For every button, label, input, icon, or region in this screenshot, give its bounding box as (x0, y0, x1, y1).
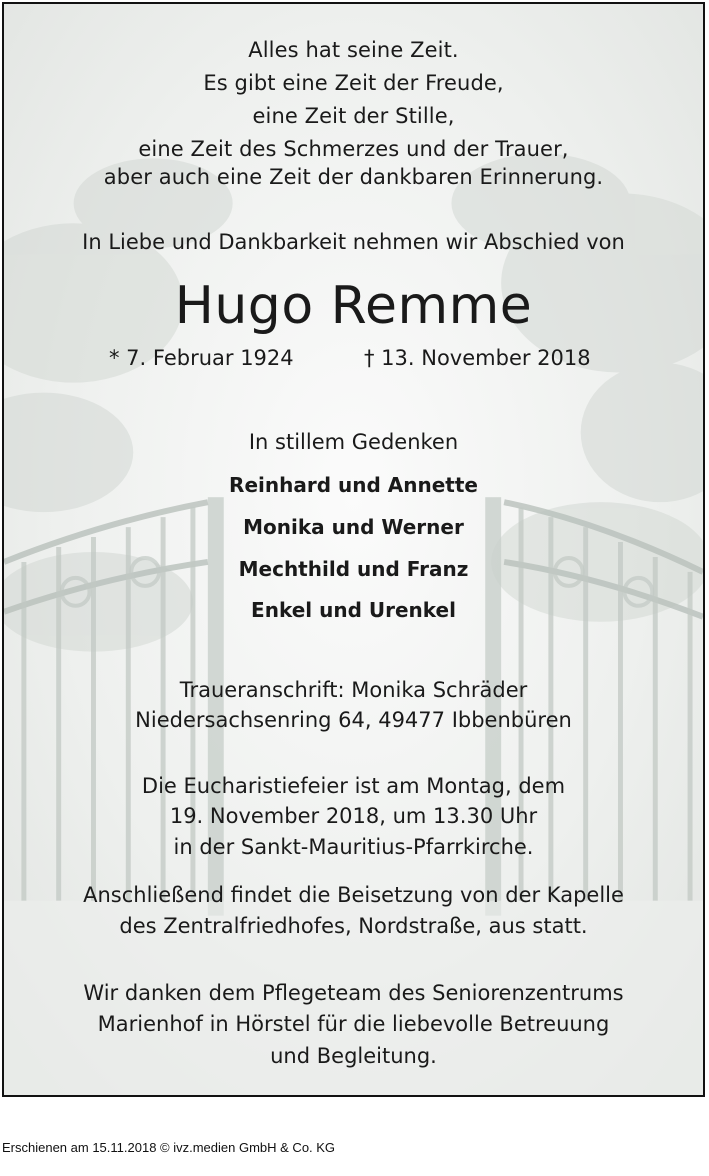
deceased-name: Hugo Remme (174, 276, 533, 336)
mourner-name: Monika und Werner (243, 515, 464, 539)
poem-line: Es gibt eine Zeit der Freude, (203, 71, 504, 95)
address-line: Traueranschrift: Monika Schräder (179, 678, 528, 702)
poem-line: aber auch eine Zeit der dankbaren Erinnerung. (103, 165, 604, 189)
service-line: 19. November 2018, um 13.30 Uhr (169, 804, 538, 828)
intro-text: In Liebe und Dankbarkeit nehmen wir Abschied von (82, 230, 625, 254)
service-line: in der Sankt-Mauritius-Pfarrkirche. (173, 835, 534, 859)
mourner-name: Reinhard und Annette (229, 473, 478, 497)
death-date: † 13. November 2018 (364, 346, 591, 370)
address-line: Niedersachsenring 64, 49477 Ibbenbüren (135, 708, 572, 732)
mourner-name: Mechthild und Franz (238, 557, 469, 581)
burial-line: Anschließend findet die Beisetzung von der Kapelle (83, 883, 624, 907)
thanks-line: und Begleitung. (270, 1044, 437, 1068)
poem-line: Alles hat seine Zeit. (248, 38, 459, 62)
mourner-name: Enkel und Urenkel (251, 598, 456, 622)
service-line: Die Eucharistiefeier ist am Montag, dem (141, 774, 566, 798)
life-dates (4, 346, 703, 374)
burial-line: des Zentralfriedhofes, Nordstraße, aus statt. (119, 914, 588, 938)
mourners-heading: In stillem Gedenken (248, 430, 459, 454)
poem-line: eine Zeit der Stille, (252, 104, 455, 128)
thanks-line: Wir danken dem Pflegeteam des Seniorenzentrums (83, 981, 624, 1005)
obituary-notice (2, 2, 705, 1097)
thanks-line: Marienhof in Hörstel für die liebevolle Betreuung (97, 1012, 610, 1036)
birth-date: * 7. Februar 1924 (109, 346, 294, 370)
poem-line: eine Zeit des Schmerzes und der Trauer, (138, 137, 569, 161)
publication-footer: Erschienen am 15.11.2018 © ivz.medien GmbH & Co. KG (2, 1140, 336, 1155)
